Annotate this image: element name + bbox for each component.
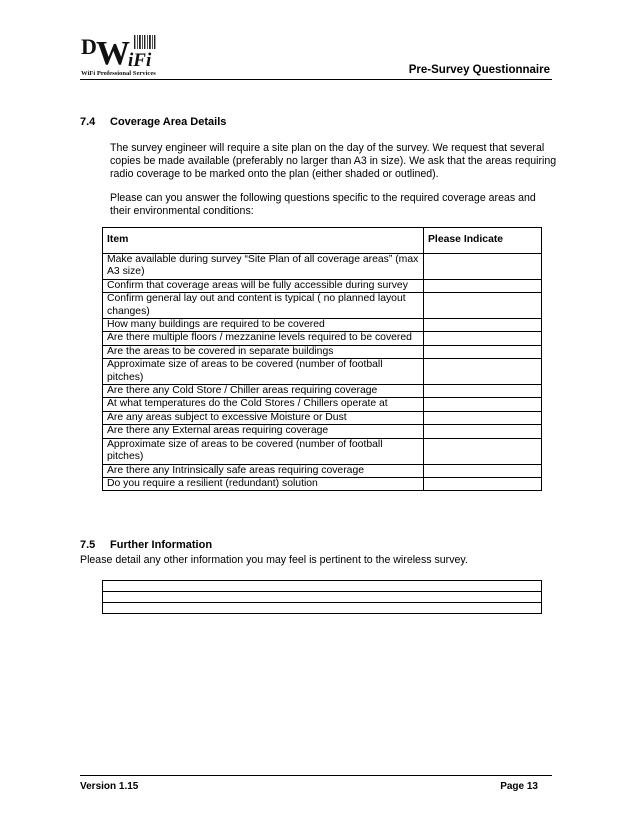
answer-cell[interactable]	[424, 359, 542, 385]
svg-text:D: D	[81, 34, 97, 59]
table-row	[103, 332, 542, 345]
blank-entry-cell[interactable]	[103, 603, 542, 614]
answer-cell[interactable]	[424, 438, 542, 464]
column-header-please-indicate: Please Indicate	[424, 228, 542, 254]
table-row	[103, 477, 542, 490]
item-cell: Are there any Intrinsically safe areas requiring coverage	[103, 464, 424, 477]
blank-entry-cell[interactable]	[103, 592, 542, 603]
document-title: Pre-Survey Questionnaire	[408, 64, 550, 76]
table-row	[103, 592, 542, 603]
item-cell: Approximate size of areas to be covered (number of football pitches)	[103, 359, 424, 385]
item-cell: Confirm general lay out and content is typical ( no planned layout changes)	[103, 293, 424, 319]
answer-cell[interactable]	[424, 319, 542, 332]
table-row	[103, 279, 542, 292]
coverage-questions-table	[102, 227, 542, 491]
answer-cell[interactable]	[424, 477, 542, 490]
section-number: 7.4	[80, 116, 96, 128]
table-row	[103, 464, 542, 477]
item-cell: Approximate size of areas to be covered (number of football pitches)	[103, 438, 424, 464]
header-divider	[80, 79, 552, 80]
table-row	[103, 293, 542, 319]
item-cell: Are any areas subject to excessive Moisture or Dust	[103, 411, 424, 424]
svg-text:iFi: iFi	[128, 50, 152, 71]
table-row	[103, 581, 542, 592]
item-cell: Make available during survey “Site Plan of all coverage areas” (max A3 size)	[103, 254, 424, 280]
item-cell: Are the areas to be covered in separate buildings	[103, 345, 424, 358]
section-title: Coverage Area Details	[110, 116, 227, 128]
answer-cell[interactable]	[424, 254, 542, 280]
table-row	[103, 359, 542, 385]
item-cell: Do you require a resilient (redundant) solution	[103, 477, 424, 490]
answer-cell[interactable]	[424, 345, 542, 358]
table-row	[103, 319, 542, 332]
table-row	[103, 411, 542, 424]
table-row	[103, 425, 542, 438]
table-row	[103, 385, 542, 398]
svg-text:W: W	[96, 35, 130, 72]
instruction-paragraph: Please can you answer the following questions specific to the required coverage areas and their environmental conditions:	[110, 192, 536, 217]
intro-paragraph: The survey engineer will require a site plan on the day of the survey. We request that several copies be made available (preferably no larger than A3 in size). We ask that the areas requiring radio coverage to be marked onto the plan (either shaded or outlined).	[110, 142, 557, 180]
table-row	[103, 603, 542, 614]
table-row	[103, 398, 542, 411]
section-number: 7.5	[80, 539, 96, 551]
item-cell: Are there multiple floors / mezzanine levels required to be covered	[103, 332, 424, 345]
answer-cell[interactable]	[424, 293, 542, 319]
section-title: Further Information	[110, 539, 213, 551]
item-cell: Are there any Cold Store / Chiller areas requiring coverage	[103, 385, 424, 398]
svg-text:WiFi Professional Services: WiFi Professional Services	[81, 70, 156, 77]
answer-cell[interactable]	[424, 332, 542, 345]
table-header-row	[103, 228, 542, 254]
item-cell: How many buildings are required to be covered	[103, 319, 424, 332]
answer-cell[interactable]	[424, 279, 542, 292]
item-cell: Confirm that coverage areas will be fully accessible during survey	[103, 279, 424, 292]
item-cell: At what temperatures do the Cold Stores / Chillers operate at	[103, 398, 424, 411]
answer-cell[interactable]	[424, 411, 542, 424]
footer-divider	[80, 775, 552, 776]
answer-cell[interactable]	[424, 464, 542, 477]
table-row	[103, 345, 542, 358]
further-info-table	[102, 580, 542, 614]
blank-entry-cell[interactable]	[103, 581, 542, 592]
table-row	[103, 438, 542, 464]
answer-cell[interactable]	[424, 398, 542, 411]
answer-cell[interactable]	[424, 385, 542, 398]
answer-cell[interactable]	[424, 425, 542, 438]
further-info-instruction: Please detail any other information you may feel is pertinent to the wireless survey.	[80, 554, 468, 566]
page-number: Page 13	[500, 781, 538, 792]
table-row	[103, 254, 542, 280]
item-cell: Are there any External areas requiring coverage	[103, 425, 424, 438]
column-header-item: Item	[103, 228, 424, 254]
dwifi-logo	[80, 32, 170, 78]
version-label: Version 1.15	[80, 781, 139, 792]
